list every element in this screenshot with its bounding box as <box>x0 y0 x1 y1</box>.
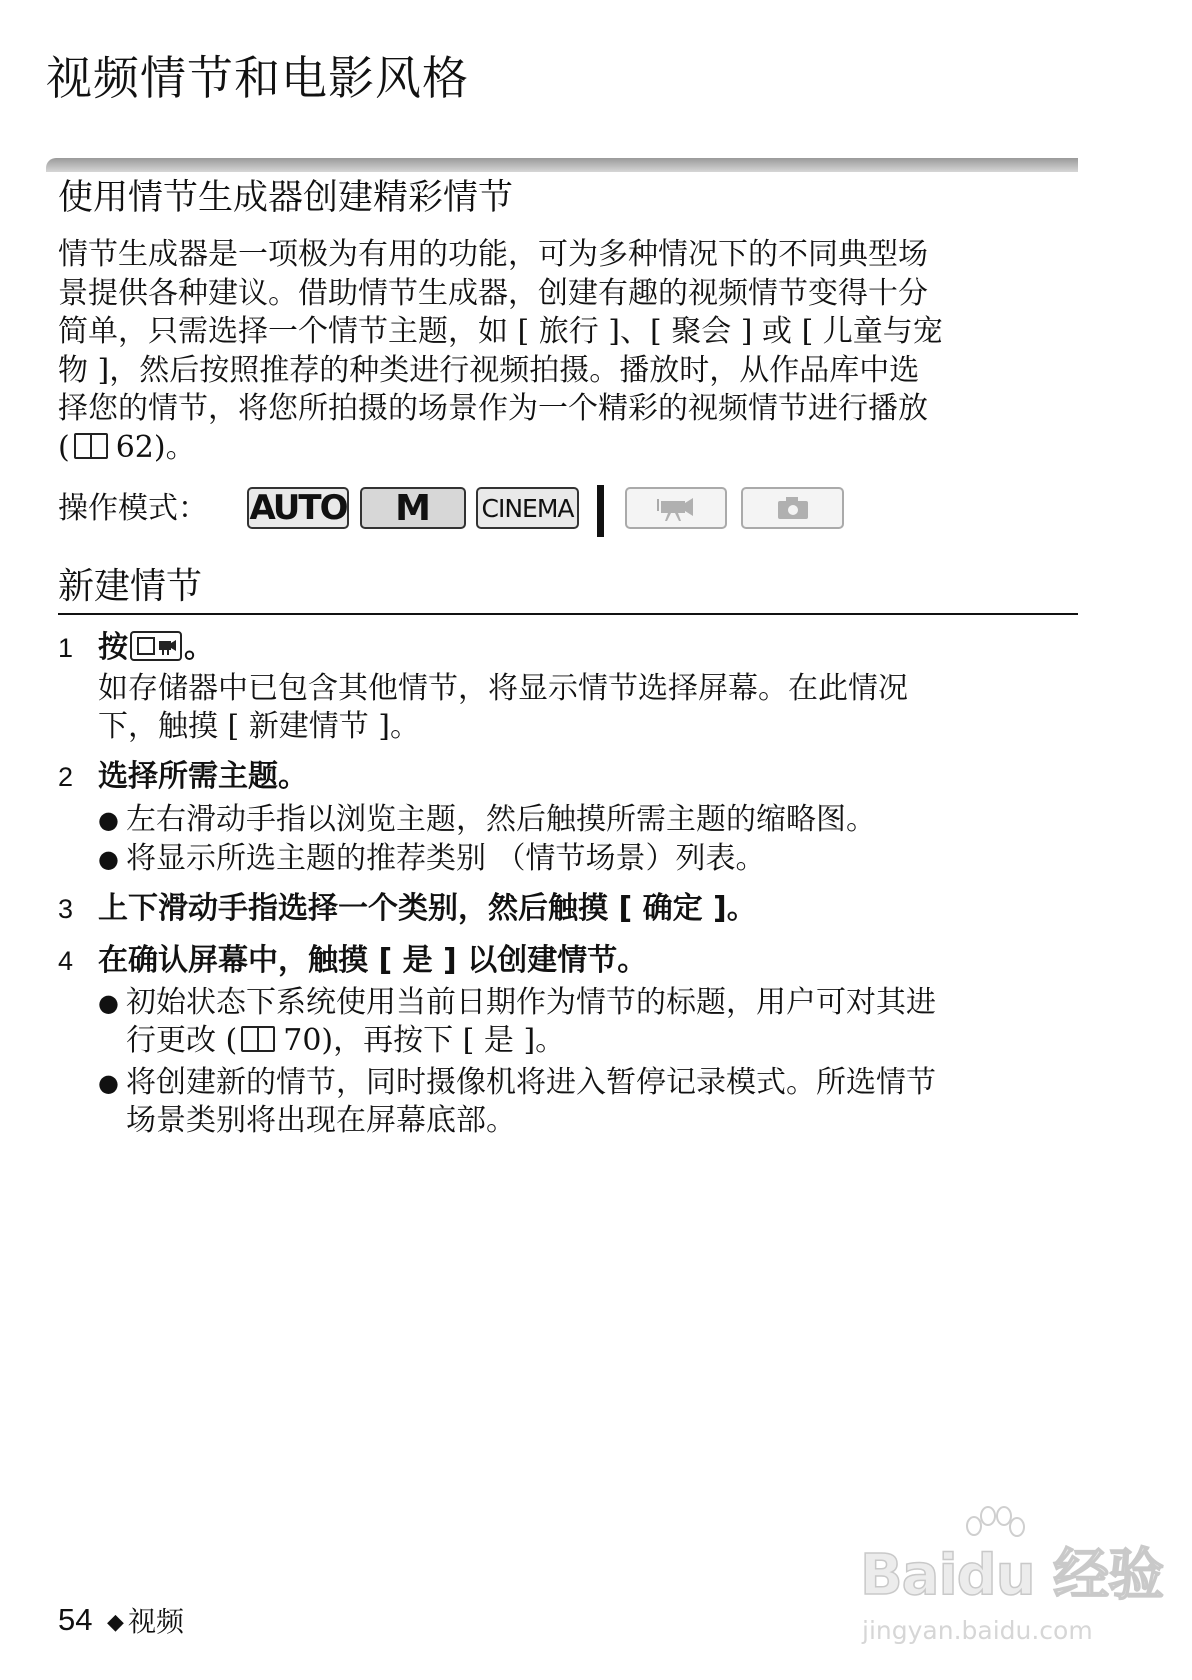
page-number: 54 <box>58 1602 93 1637</box>
bullet-icon: ● <box>98 806 119 834</box>
bullet-text: 左右滑动手指以浏览主题，然后触摸所需主题的缩略图。 <box>126 802 876 837</box>
step-number: 3 <box>58 894 74 924</box>
step-heading: 在确认屏幕中，触摸 [ 是 ] 以创建情节。 <box>98 943 648 978</box>
camcorder-icon <box>653 493 699 523</box>
photo-mode-button <box>741 487 844 529</box>
step-number: 2 <box>58 762 74 792</box>
page-title: 视频情节和电影风格 <box>46 51 469 105</box>
heading-rule <box>58 613 1078 615</box>
step-number: 1 <box>58 633 74 663</box>
video-mode-button <box>625 487 727 529</box>
bullet-text: 将创建新的情节，同时摄像机将进入暂停记录模式。所选情节 <box>126 1065 936 1100</box>
bullet-icon: ● <box>98 989 119 1017</box>
step-body-line: 如存储器中已包含其他情节，将显示情节选择屏幕。在此情况 <box>98 671 908 706</box>
step-heading-suffix: 。 <box>184 630 214 665</box>
book-icon <box>241 1026 275 1052</box>
step-heading <box>98 629 214 667</box>
section-bar <box>46 158 1078 172</box>
mode-divider <box>597 485 604 537</box>
bullet-text-part: 行更改 ( <box>126 1023 238 1058</box>
intro-ref-text: 62)。 <box>115 429 196 465</box>
intro-line: 景提供各种建议。借助情节生成器，创建有趣的视频情节变得十分 <box>58 275 928 311</box>
modes-label: 操作模式： <box>58 491 208 526</box>
intro-line: 情节生成器是一项极为有用的功能，可为多种情况下的不同典型场 <box>58 237 928 272</box>
bullet-text <box>126 1022 565 1060</box>
intro-line: 物 ]，然后按照推荐的种类进行视频拍摄。播放时，从作品库中选 <box>58 352 920 388</box>
manual-mode-button: M <box>360 487 466 529</box>
story-key-icon <box>130 631 182 661</box>
bullet-text: 初始状态下系统使用当前日期作为情节的标题，用户可对其进 <box>126 985 936 1020</box>
step-heading: 上下滑动手指选择一个类别，然后触摸 [ 确定 ]。 <box>98 891 757 926</box>
step-number: 4 <box>58 946 74 976</box>
intro-paragraph <box>58 236 1088 467</box>
intro-line: 简单，只需选择一个情节主题，如 [ 旅行 ]、[ 聚会 ] 或 [ 儿童与宠 <box>58 314 943 349</box>
bullet-icon: ● <box>98 845 119 873</box>
baidu-watermark: Baidu 经验 <box>860 1543 1164 1608</box>
step-body-line: 下，触摸 [ 新建情节 ]。 <box>98 709 421 744</box>
diamond-icon: ◆ <box>107 1610 124 1635</box>
intro-ref-line <box>58 429 1088 468</box>
step-heading: 选择所需主题。 <box>98 759 308 794</box>
camera-icon <box>773 493 813 523</box>
intro-line: 择您的情节，将您所拍摄的场景作为一个精彩的视频情节进行播放 <box>58 391 928 426</box>
book-icon <box>74 433 108 459</box>
bullet-text: 场景类别将出现在屏幕底部。 <box>126 1103 516 1138</box>
footer-section-label: 视频 <box>128 1605 185 1638</box>
section-title: 使用情节生成器创建精彩情节 <box>58 178 514 218</box>
bullet-text: 将显示所选主题的推荐类别 （情节场景）列表。 <box>126 841 766 876</box>
bullet-icon: ● <box>98 1069 119 1097</box>
watermark-url: jingyan.baidu.com <box>862 1616 1093 1645</box>
cinema-mode-button: CINEMA <box>476 487 579 529</box>
new-story-heading: 新建情节 <box>58 566 203 607</box>
bullet-text-part: 70)，再按下 [ 是 ]。 <box>283 1023 566 1058</box>
auto-mode-button: AUTO <box>247 487 349 529</box>
intro-ref-open: ( <box>58 429 70 465</box>
step-heading-prefix: 按 <box>98 630 128 665</box>
